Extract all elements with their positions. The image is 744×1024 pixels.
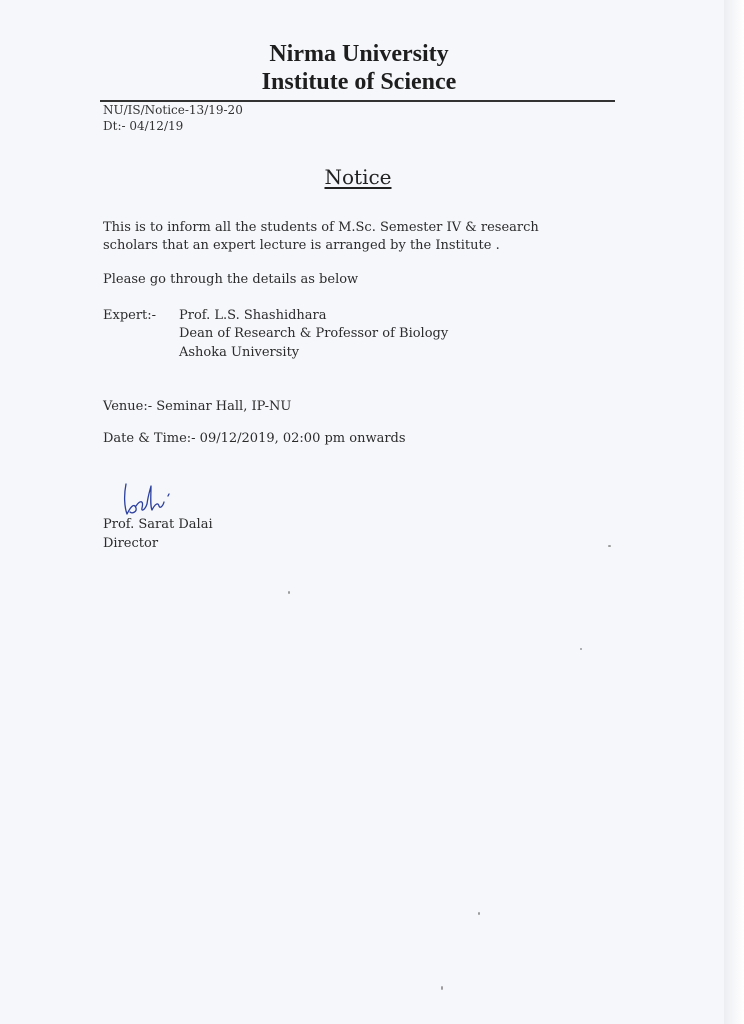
expert-affiliation: Ashoka University [179, 345, 300, 360]
scan-speck [441, 986, 443, 990]
scan-speck [478, 912, 480, 915]
expert-label: Expert:- [103, 308, 157, 323]
signatory-title: Director [103, 536, 159, 551]
signatory-name: Prof. Sarat Dalai [103, 517, 213, 532]
letterhead [100, 40, 618, 96]
intro-line-1: This is to inform all the students of M.Sc. Semester IV & research [103, 220, 539, 235]
date-time: Date & Time:- 09/12/2019, 02:00 pm onwards [103, 431, 406, 446]
venue: Venue:- Seminar Hall, IP-NU [103, 399, 292, 414]
intro-line-2: scholars that an expert lecture is arranged by the Institute . [103, 238, 500, 253]
notice-reference: NU/IS/Notice-13/19-20 [103, 103, 243, 117]
notice-title: Notice [324, 165, 392, 189]
scan-edge [724, 0, 744, 1024]
scan-speck [580, 648, 582, 650]
notice-date: Dt:- 04/12/19 [103, 119, 184, 133]
expert-name: Prof. L.S. Shashidhara [179, 308, 327, 323]
expert-position: Dean of Research & Professor of Biology [179, 326, 449, 341]
details-intro: Please go through the details as below [103, 272, 359, 287]
university-name: Nirma University [269, 41, 449, 67]
scan-speck [288, 591, 290, 594]
scan-speck [608, 545, 611, 547]
header-divider [100, 100, 615, 102]
institute-name: Institute of Science [261, 69, 457, 95]
